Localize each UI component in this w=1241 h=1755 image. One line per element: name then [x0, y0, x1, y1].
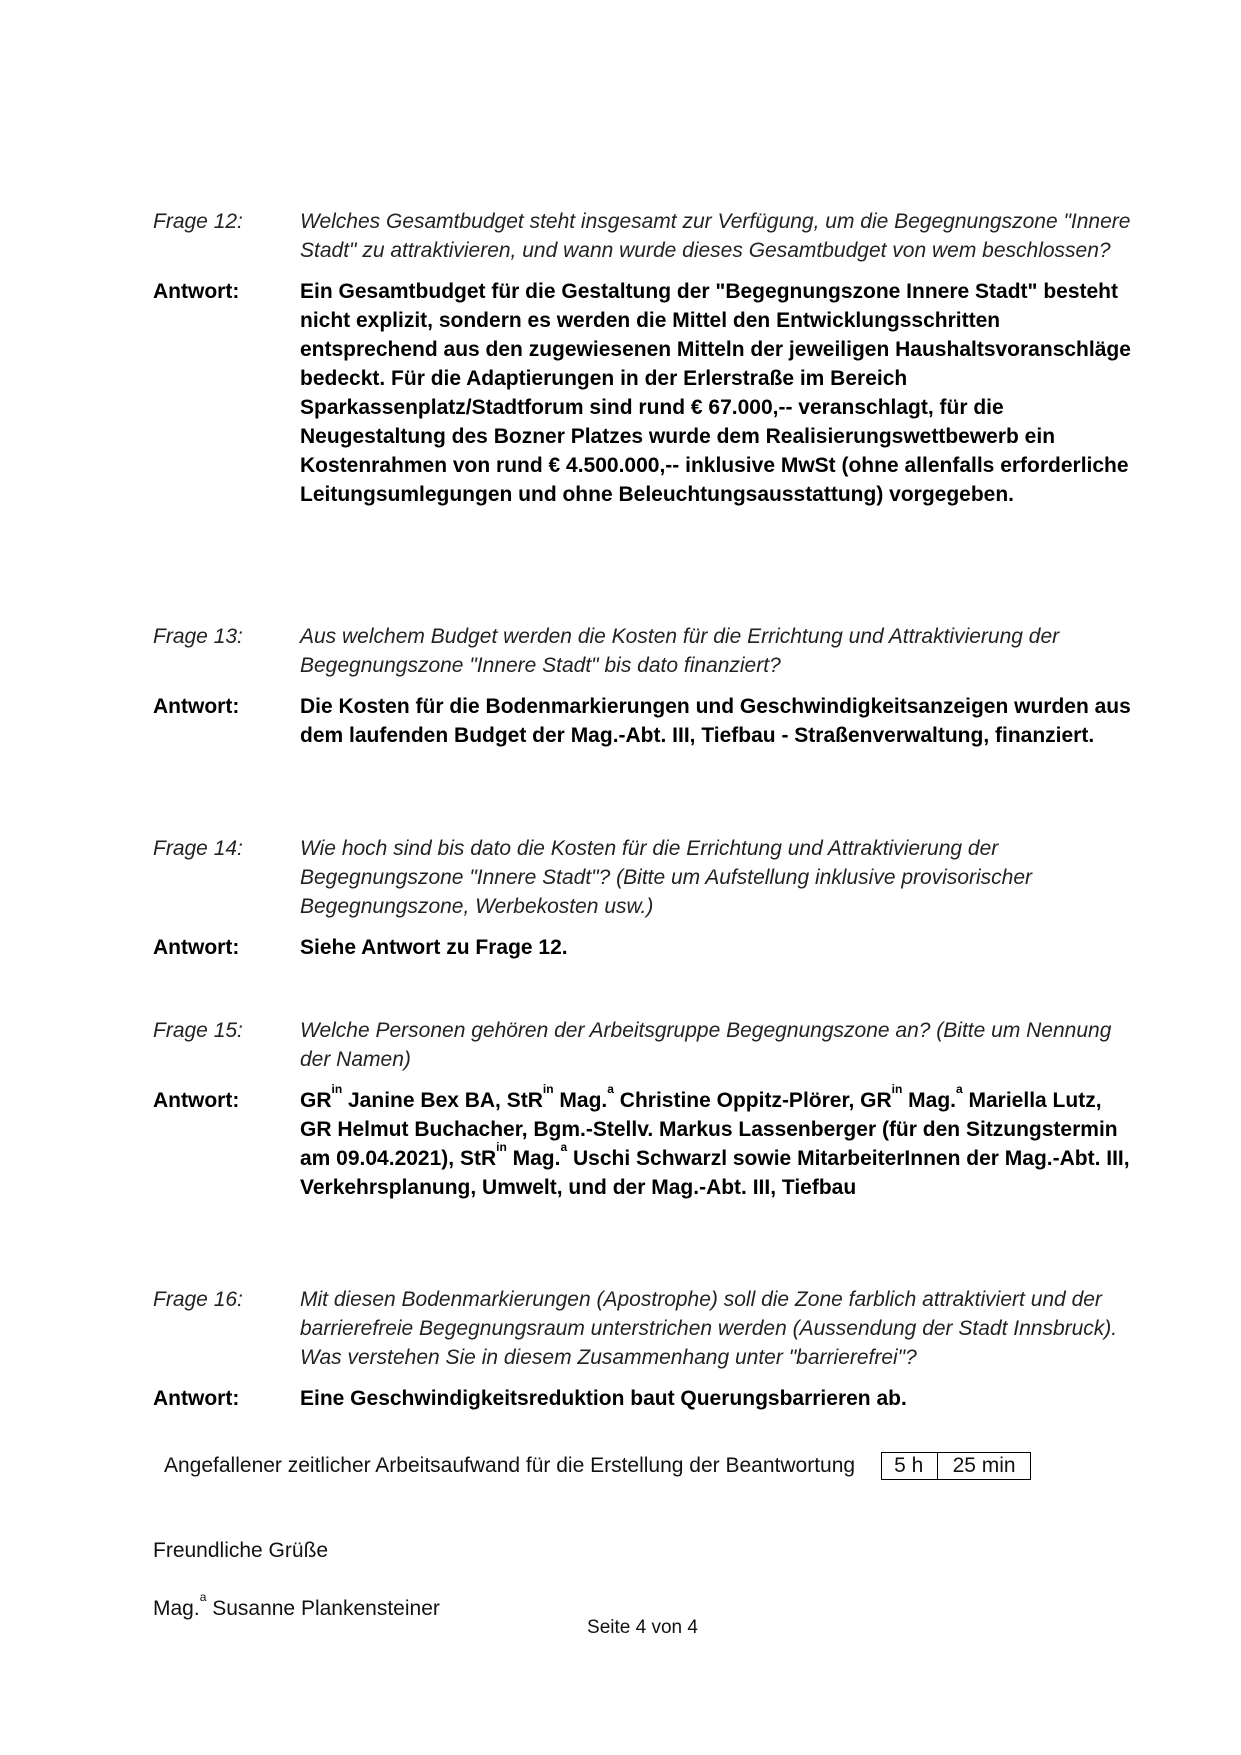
- effort-line: [164, 1452, 1031, 1480]
- answer-label: Antwort:: [153, 695, 240, 718]
- answer-text: Ein Gesamtbudget für die Gestaltung der "Begegnungszone Innere Stadt" besteht nicht explizit, sondern es werden die Mittel den Entwicklungsschritten entsprechend aus den zugewiesenen Mitteln der jeweiligen Haushaltsvoranschläge bedeckt. Für die Adaptierungen in der Erlerstraße im Bereich Sparkassenplatz/Stadtforum sind rund € 67.000,-- veranschlagt, für die Neugestaltung des Bozner Platzes wurde dem Realisierungswettbewerb ein Kostenrahmen von rund € 4.500.000,-- inklusive MwSt (ohne allenfalls erforderliche Leitungsumlegungen und ohne Beleuchtungsausstattung) vorgegeben.: [300, 280, 1131, 506]
- sup-in: in: [542, 1082, 554, 1096]
- question-text: Welche Personen gehören der Arbeitsgruppe Begegnungszone an? (Bitte um Nennung der Namen): [300, 1019, 1112, 1071]
- answer-label: Antwort:: [153, 1387, 240, 1410]
- question-text: Aus welchem Budget werden die Kosten für die Errichtung und Attraktivierung der Begegnungszone "Innere Stadt" bis dato finanziert?: [300, 625, 1060, 677]
- answer-fragment: Janine Bex BA, StR: [342, 1089, 543, 1112]
- question-13: [153, 622, 1138, 680]
- title-gr: GR: [300, 1089, 332, 1112]
- answer-fragment: Mag.: [553, 1089, 608, 1112]
- qa-block-13: [153, 622, 1138, 750]
- answer-12: [153, 277, 1138, 509]
- answer-label: Antwort:: [153, 936, 240, 959]
- qa-block-14: [153, 834, 1138, 962]
- answer-14: [153, 933, 1138, 962]
- answer-fragment: Uschi Schwarzl sowie MitarbeiterInnen der Mag.-Abt. III, Verkehrsplanung, Umwelt, und der Mag.-Abt. III, Tiefbau: [300, 1147, 1130, 1199]
- question-label: Frage 13:: [153, 625, 243, 648]
- effort-minutes: 25 min: [952, 1454, 1016, 1477]
- question-label: Frage 14:: [153, 837, 243, 860]
- question-label: Frage 16:: [153, 1288, 243, 1311]
- sup-a: a: [199, 1590, 207, 1604]
- answer-16: [153, 1384, 1138, 1413]
- answer-fragment: Mag.: [506, 1147, 561, 1170]
- page-number: Seite 4 von 4: [587, 1617, 698, 1638]
- question-label: Frage 15:: [153, 1019, 243, 1042]
- answer-fragment: Christine Oppitz-Plörer, GR: [613, 1089, 892, 1112]
- signature-name: Susanne Plankensteiner: [206, 1597, 440, 1620]
- answer-text: Die Kosten für die Bodenmarkierungen und Geschwindigkeitsanzeigen wurden aus dem laufenden Budget der Mag.-Abt. III, Tiefbau - Straßenverwaltung, finanziert.: [300, 695, 1131, 747]
- answer-text: Eine Geschwindigkeitsreduktion baut Querungsbarrieren ab.: [300, 1387, 907, 1410]
- qa-block-15: [153, 1016, 1138, 1202]
- effort-table: [881, 1452, 1031, 1480]
- question-16: [153, 1285, 1138, 1372]
- answer-label: Antwort:: [153, 1089, 240, 1112]
- qa-block-12: [153, 207, 1138, 509]
- effort-hours: 5 h: [882, 1453, 938, 1479]
- question-text: Welches Gesamtbudget steht insgesamt zur Verfügung, um die Begegnungszone "Innere Stadt" zu attraktivieren, und wann wurde dieses Gesamtbudget von wem beschlossen?: [300, 210, 1131, 262]
- question-label: Frage 12:: [153, 210, 243, 233]
- answer-13: [153, 692, 1138, 750]
- question-12: [153, 207, 1138, 265]
- answer-fragment: Mariella Lutz, GR Helmut Buchacher, Bgm.-Stellv. Markus Lassenberger (für den Sitzungstermin am 09.04.2021), StR: [300, 1089, 1118, 1170]
- sup-in: in: [331, 1082, 343, 1096]
- sup-in: in: [496, 1140, 507, 1154]
- sup-in: in: [891, 1082, 903, 1096]
- qa-block-16: [153, 1285, 1138, 1413]
- answer-label: Antwort:: [153, 280, 240, 303]
- signature-prefix: Mag.: [153, 1597, 200, 1620]
- answer-text: [300, 1082, 1138, 1202]
- question-text: Wie hoch sind bis dato die Kosten für die Errichtung und Attraktivierung der Begegnungszone "Innere Stadt"? (Bitte um Aufstellung inklusive provisorischer Begegnungszone, Werbekosten usw.): [300, 837, 1033, 918]
- answer-text: Siehe Antwort zu Frage 12.: [300, 936, 568, 959]
- effort-label: Angefallener zeitlicher Arbeitsaufwand für die Erstellung der Beantwortung: [164, 1454, 856, 1477]
- question-text: Mit diesen Bodenmarkierungen (Apostrophe) soll die Zone farblich attraktiviert und der barrierefreie Begegnungsraum unterstrichen werden (Aussendung der Stadt Innsbruck). Was verstehen Sie in diesem Zusammenhang unter "barrierefrei"?: [300, 1288, 1118, 1369]
- question-14: [153, 834, 1138, 921]
- sup-a: a: [955, 1082, 963, 1096]
- answer-fragment: Mag.: [902, 1089, 956, 1112]
- sup-a: a: [560, 1140, 568, 1154]
- answer-15: [153, 1082, 1138, 1202]
- sup-a: a: [607, 1082, 614, 1096]
- question-15: [153, 1016, 1138, 1074]
- closing-greeting: Freundliche Grüße: [153, 1539, 329, 1562]
